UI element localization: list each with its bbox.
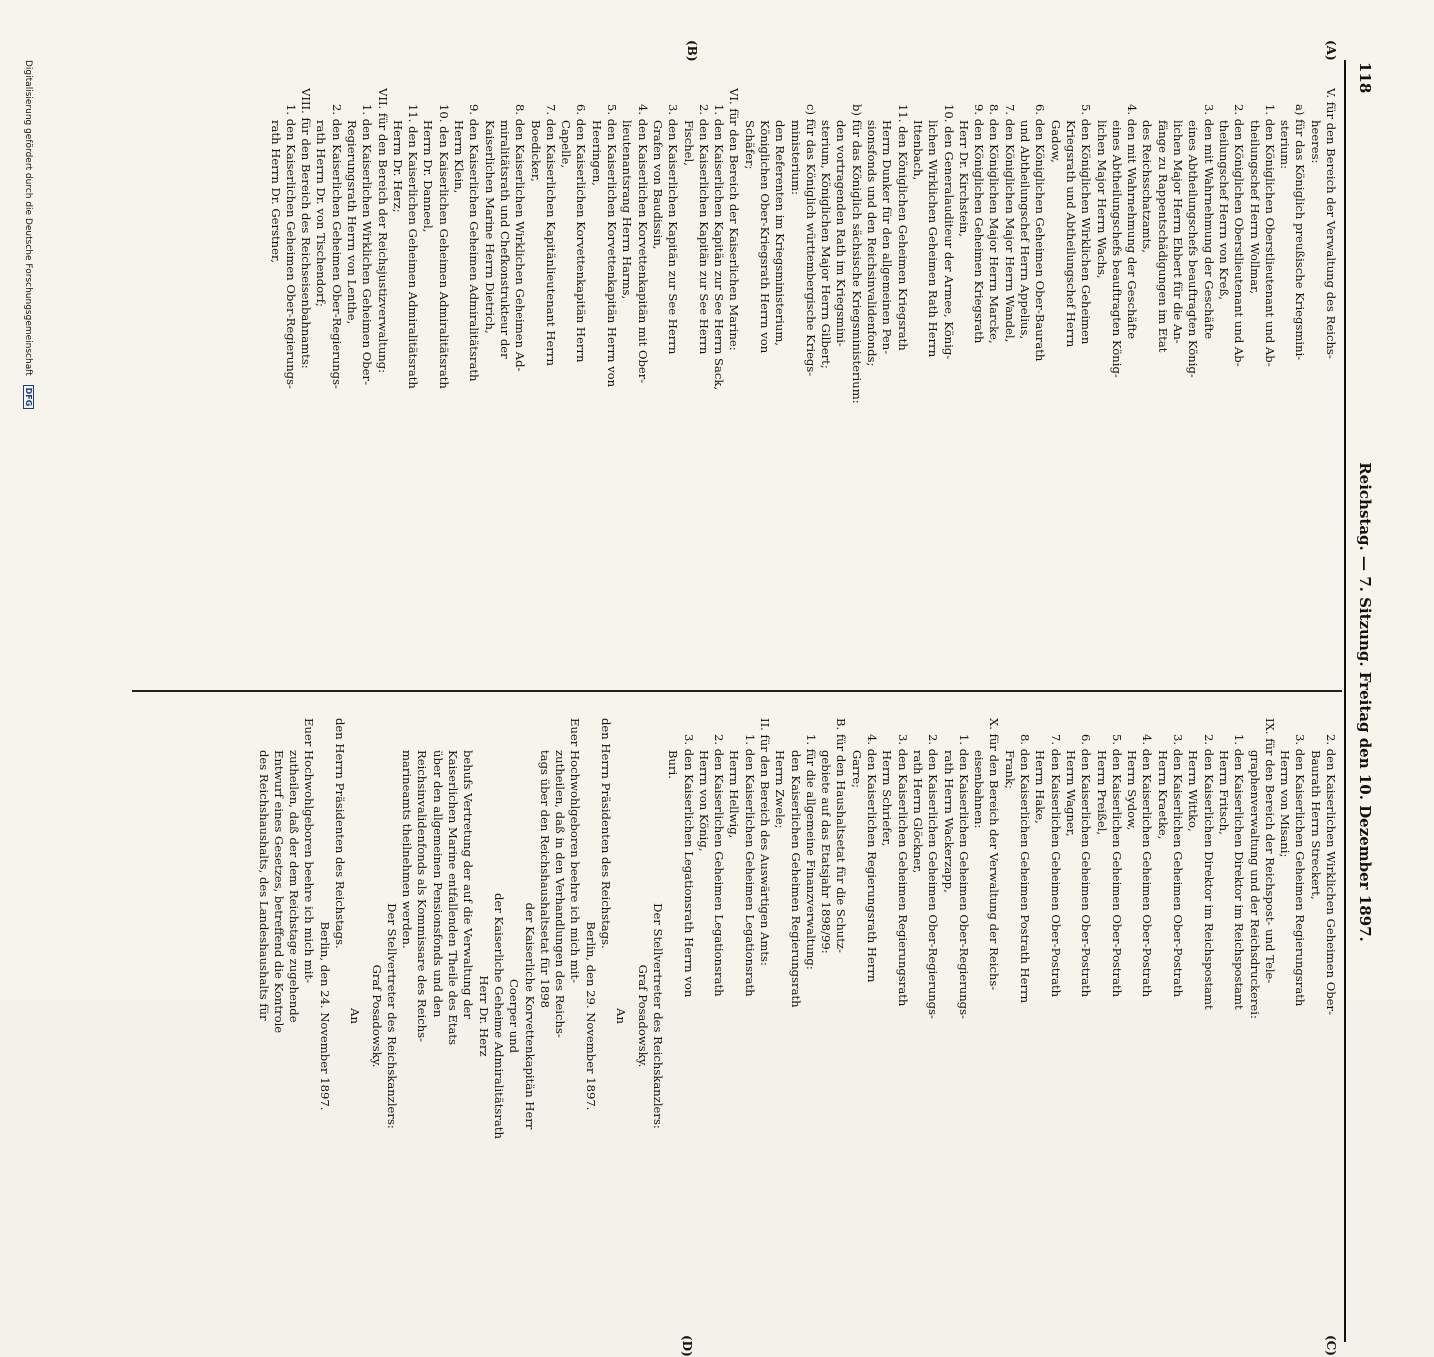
text-line: 3. den Kaiserlichen Geheimen Ober-Postrath <box>1171 734 1186 998</box>
text-line: den Herrn Präsidenten des Reichstags. <box>333 718 347 949</box>
text-line: lichen Major Herrn Ehbert für die An- <box>1171 120 1186 344</box>
text-line: 9. den Königlichen Geheimen Kriegsrath <box>972 104 987 344</box>
text-line: Herrn Wagner, <box>1063 750 1078 837</box>
text-line: Herrn Zwele; <box>773 750 788 829</box>
text-line: 2. den Kaiserlichen Geheimen Ober-Regierungs- <box>926 734 941 1019</box>
text-line: Berlin, den 29. November 1897. <box>583 921 598 1111</box>
text-line: 3. den mit Wahrnehmung der Geschäfte <box>1201 104 1216 340</box>
text-line: Entwurf eines Gesetzes, betreffend die Kontrole <box>271 750 286 1034</box>
text-line: An <box>614 1008 629 1024</box>
text-line: II. für den Bereich des Auswärtigen Amts: <box>758 718 773 966</box>
text-line: zutheilen, daß in den Verhandlungen des Reichs- <box>553 750 568 1038</box>
text-line: B. für den Haushaltsetat für die Schutz- <box>834 718 849 953</box>
text-line: rath Herrn Dr. von Tischendorf; <box>314 120 329 307</box>
text-line: und Abtheilungschef Herrn Appelius, <box>1018 120 1033 340</box>
text-line: 8. den Kaiserlichen Wirklichen Geheimen Ad- <box>513 104 528 372</box>
text-line: Herrn Dr. Danneel, <box>421 120 436 233</box>
text-line: 2. den Königlichen Oberstlieutenant und Ab- <box>1232 104 1247 367</box>
text-line: Frank; <box>1002 750 1017 789</box>
text-line: 2. den Kaiserlichen Wirklichen Geheimen Ober- <box>1324 734 1338 1015</box>
text-line: 4. den Kaiserlichen Regierungsrath Herrn <box>865 734 880 983</box>
text-line: Herrn Dr. Herz; <box>390 120 405 213</box>
text-line: Fischel, <box>681 120 696 166</box>
text-line: 3. den Kaiserlichen Legationsrath Herrn von <box>681 734 696 998</box>
text-line: 2. den Kaiserlichen Geheimen Legationsrath <box>712 734 727 997</box>
text-line: theilungschef Herrn von Kreß, <box>1216 120 1231 300</box>
column-divider <box>132 690 1342 692</box>
text-line: 10. den Kaiserlichen Geheimen Admiralitätsrath <box>436 104 451 389</box>
text-line: 3. den Kaiserlichen Geheimen Regierungsrath <box>1293 734 1308 1007</box>
dfg-logo: DFG <box>23 385 34 410</box>
text-line: Kaiserlichen Marine Herrn Dietrich, <box>482 120 497 334</box>
text-line: Ittenbach, <box>910 120 925 181</box>
margin-mark-a: (A) <box>1324 40 1338 61</box>
text-line: Euer Hochwohlgeboren beehre ich mich mit- <box>568 718 583 984</box>
text-line: 1. den Kaiserlichen Kapitän zur See Herrn Sack, <box>712 104 727 391</box>
text-line: 6. den Kaiserlichen Geheimen Ober-Postrath <box>1079 734 1094 998</box>
text-line: 5. den Kaiserlichen Geheimen Ober-Postrath <box>1109 734 1124 998</box>
text-line: den Herrn Präsidenten des Reichstags. <box>599 718 614 949</box>
page-number: 118 <box>1356 62 1374 94</box>
header-rule <box>1344 60 1346 1342</box>
text-line: Königlichen Ober-Kriegsrath Herrn von <box>758 120 773 354</box>
text-line: Euer Hochwohlgeboren beehre ich mich mit- <box>302 718 317 984</box>
text-line: Graf Posadowsky. <box>635 964 650 1068</box>
footer-text: Digitalisierung gefördert durch die Deutsche Forschungsgemeinschaft <box>23 60 33 376</box>
text-line: Herrn Fritsch, <box>1216 750 1231 835</box>
text-line: Herrn von König, <box>696 750 711 852</box>
text-line: a) für das Königlich preußische Kriegsmini- <box>1293 104 1308 361</box>
text-line: 1. den Kaiserlichen Geheimen Ober-Regierungs- <box>283 104 298 389</box>
text-line: Grafen von Baudissin, <box>650 120 665 250</box>
text-line: ministerium: <box>788 120 803 195</box>
text-line: behufs Vertretung der auf die Verwaltung der <box>461 750 476 1019</box>
text-line: Herrn Dunker für den allgemeinen Pen- <box>880 120 895 355</box>
text-line: 3. den Kaiserlichen Kapitän zur See Herrn <box>666 104 681 355</box>
text-line: 10. den Generalauditeur der Armee, König- <box>941 104 956 360</box>
text-line: Heeringen, <box>589 120 604 186</box>
text-line: Herrn Klein, <box>452 120 467 194</box>
text-line: Coerper und <box>507 978 522 1054</box>
text-line: 1. den Kaiserlichen Geheimen Legationsrath <box>742 734 757 997</box>
text-line: 7. den Königlichen Major Herrn Wandel, <box>1002 104 1017 343</box>
text-line: Herrn Hellwig, <box>727 750 742 839</box>
text-line: eines Abtheilungschefs beauftragten König- <box>1109 120 1124 378</box>
text-line: 4. den Kaiserlichen Geheimen Ober-Postrath <box>1140 734 1155 998</box>
text-line: VI. für den Bereich der Kaiserlichen Marine: <box>727 88 742 351</box>
text-line: den Kaiserlichen Geheimen Regierungsrath <box>788 750 803 1008</box>
text-line: 8. den Kaiserlichen Geheimen Postrath Herrn <box>1018 734 1033 1004</box>
text-line: Herr Dr. Herz <box>476 975 491 1057</box>
text-line: 11. den Königlichen Geheimen Kriegsrath <box>895 104 910 351</box>
text-line: VII. für den Bereich der Reichsjustizverwaltung: <box>375 88 390 374</box>
text-line: zutheilen, daß der dem Reichstage zugehende <box>287 750 302 1023</box>
text-line: des Reichsschatzamts, <box>1140 120 1155 253</box>
text-line: Schäfer; <box>742 120 757 170</box>
right-column <box>255 702 1338 1330</box>
text-line: sterium, Königlichen Major Herrn Gilbert; <box>819 120 834 369</box>
margin-mark-d: (D) <box>680 1335 694 1357</box>
text-line: Herrn Preißel, <box>1094 750 1109 836</box>
text-line: 4. den mit Wahrnehmung der Geschäfte <box>1125 104 1140 340</box>
text-line: graphenverwaltung und der Reichsdruckerei: <box>1247 750 1262 1019</box>
text-line: Der Stellvertreter des Reichskanzlers: <box>650 903 665 1129</box>
left-column <box>267 72 1338 678</box>
text-line: gebiete auf das Etatsjahr 1898/99: <box>819 750 834 954</box>
text-line: den Referenten im Kriegsministerium, <box>773 120 788 346</box>
text-line: 2. den Kaiserlichen Geheimen Ober-Regierungs- <box>329 104 344 389</box>
text-line: fänge zu Rappentschädigungen im Etat <box>1155 120 1170 353</box>
text-line: Kaiserlichen Marine entfallenden Theile des Etats <box>446 750 461 1046</box>
text-line: X. für den Bereich der Verwaltung der Reichs- <box>987 718 1002 991</box>
text-line: Reichsinvalidenfonds als Kommissare des Reichs- <box>415 750 430 1043</box>
text-line: der Kaiserliche Korvettenkapitän Herr <box>522 902 537 1130</box>
text-line: 6. den Kaiserlichen Korvettenkapitän Herrn <box>574 104 589 363</box>
footer-credit <box>23 60 34 409</box>
text-line: 9. den Kaiserlichen Geheimen Admiralitätsrath <box>467 104 482 382</box>
text-line: 3. den Kaiserlichen Geheimen Regierungsrath <box>895 734 910 1007</box>
text-line: VIII. für den Bereich des Reichseisenbahnamts: <box>299 88 314 369</box>
text-line: rath Herrn Wackerzapp, <box>941 750 956 893</box>
text-line: über den allgemeinen Pensionsfonds und den <box>430 750 445 1018</box>
text-line: c) für das Königlich württembergische Kriegs- <box>803 104 818 377</box>
page-header <box>1348 62 1374 1342</box>
text-line: 7. den Kaiserlichen Geheimen Ober-Postrath <box>1048 734 1063 998</box>
text-line: Herrn von Misani; <box>1278 750 1293 858</box>
text-line: V. für den Bereich der Verwaltung des Reichs- <box>1324 88 1338 359</box>
text-line: Baurath Herrn Streckert, <box>1308 750 1323 900</box>
text-line: der Kaiserliche Geheime Admiralitätsrath <box>491 893 506 1139</box>
text-line: 5. den Königlichen Wirklichen Geheimen <box>1079 104 1094 345</box>
text-line: tags über den Reichshaushaltsetat für 1898 <box>537 750 552 1009</box>
text-line: des Reichshaushalts, des Landeshaushalts für <box>256 750 271 1021</box>
margin-mark-c: (C) <box>1324 1335 1338 1356</box>
text-line: Herr Dr. Kirchstein, <box>956 120 971 237</box>
text-line: sterium: <box>1278 120 1293 170</box>
text-line: Herrn Kraetke, <box>1155 750 1170 840</box>
text-line: 5. den Kaiserlichen Korvettenkapitän Herrn von <box>605 104 620 388</box>
page-title: Reichstag. — 7. Sitzung. Freitag den 10. Dezember 1897. <box>1356 462 1374 942</box>
text-line: 6. den Königlichen Geheimen Ober-Baurath <box>1033 104 1048 362</box>
text-line: eisenbahnen: <box>972 750 987 829</box>
text-line: 1. den Kaiserlichen Direktor im Reichspostamt <box>1232 734 1247 1010</box>
text-line: 1. den Königlichen Oberstlieutenant und Ab- <box>1262 104 1277 367</box>
text-line: Herrn Wittko, <box>1186 750 1201 832</box>
text-line: den vortragenden Rath im Kriegsmini- <box>834 120 849 347</box>
text-line: lieutenantsrang Herrn Harms, <box>620 120 635 300</box>
text-line: Der Stellvertreter des Reichskanzlers: <box>384 903 399 1129</box>
text-line: 8. den Königlichen Major Herrn Marcke, <box>987 104 1002 344</box>
text-line: rath Herrn Dr. Gerstner, <box>268 120 283 263</box>
text-line: Garre; <box>849 750 864 789</box>
text-line: 11. den Kaiserlichen Geheimen Admiralitätsrath <box>406 104 421 389</box>
text-line: Herrn Schriefer, <box>880 750 895 847</box>
text-line: IX. für den Bereich der Reichspost- und Tele- <box>1262 718 1277 984</box>
text-line: Herrn Sydow, <box>1125 750 1140 831</box>
text-line: Kriegsrath und Abtheilungschef Herrn <box>1063 120 1078 348</box>
text-line: eines Abtheilungschefs beauftragten König- <box>1186 120 1201 378</box>
text-line: 2. den Kaiserlichen Kapitän zur See Herrn <box>696 104 711 355</box>
text-line: Berlin, den 24. November 1897. <box>317 921 332 1111</box>
text-line: 4. den Kaiserlichen Korvettenkapitän mit Ober- <box>635 104 650 384</box>
text-line: An <box>348 1008 363 1024</box>
margin-mark-b: (B) <box>685 40 699 62</box>
text-line: lichen Major Herrn Wachs, <box>1094 120 1109 279</box>
text-line: 1. den Kaiserlichen Wirklichen Geheimen Ober- <box>360 104 375 385</box>
text-line: theilungschef Herrn Wollmar, <box>1247 120 1262 295</box>
text-line: Regierungsrath Herrn von Lenthe, <box>345 120 359 325</box>
text-line: Gadow, <box>1048 120 1063 163</box>
text-line: miralitätsrath und Chefkonstrukteur der <box>497 120 512 359</box>
text-line: 7. den Kaiserlichen Kapitänlieutenant Herrn <box>543 104 558 366</box>
text-line: sionsfonds und den Reichsinvalidenfonds; <box>865 120 880 367</box>
text-line: Graf Posadowsky. <box>369 964 384 1068</box>
text-line: Boedicker, <box>528 120 543 182</box>
text-line: 2. den Kaiserlichen Direktor im Reichspostamt <box>1201 734 1216 1010</box>
text-line: heeres: <box>1308 120 1323 164</box>
text-line: marineamts theilnehmen werden. <box>400 750 415 949</box>
text-line: Capelle, <box>559 120 574 169</box>
text-line: lichen Wirklichen Geheimen Rath Herrn <box>926 120 941 358</box>
text-line: Buri. <box>666 750 681 779</box>
text-line: 1. den Kaiserlichen Geheimen Ober-Regierungs- <box>956 734 971 1019</box>
text-line: 1. für die allgemeine Finanzverwaltung: <box>803 734 818 970</box>
text-line: b) für das Königlich sächsische Kriegsministerium: <box>849 104 864 404</box>
text-line: rath Herrn Glöckner, <box>910 750 925 874</box>
text-line: Herrn Hake, <box>1033 750 1048 824</box>
